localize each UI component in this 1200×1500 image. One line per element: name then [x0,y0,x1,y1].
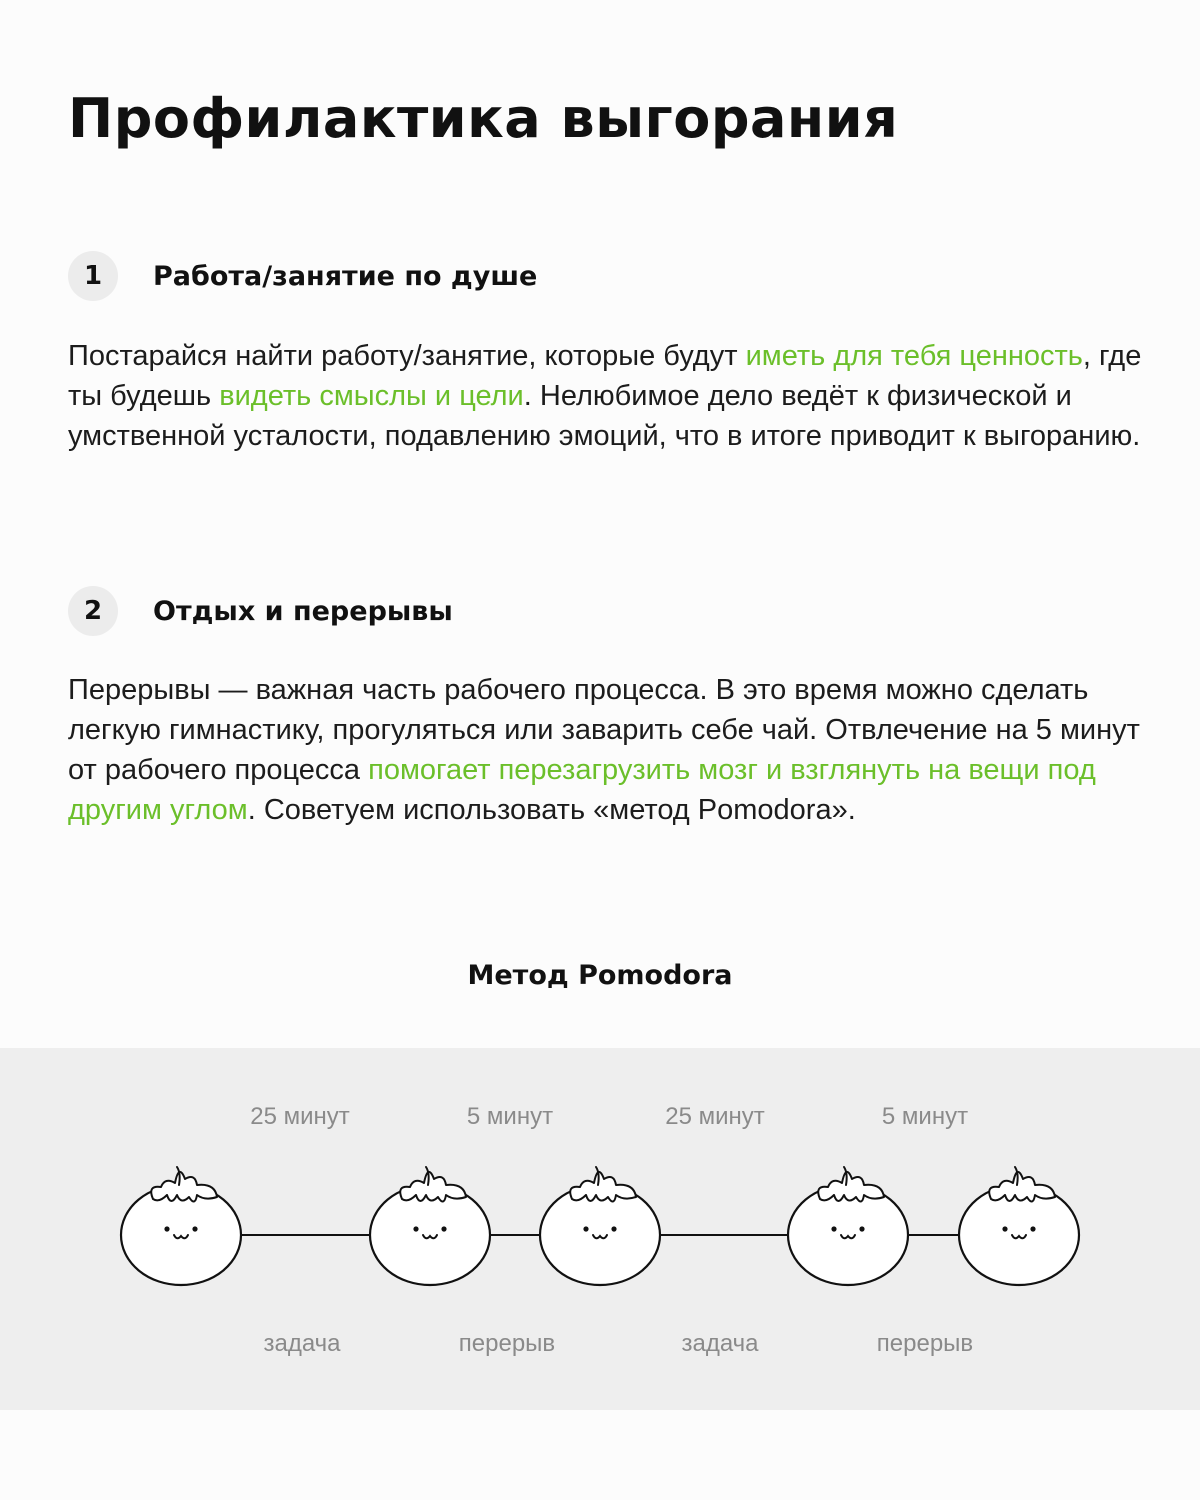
duration-label: 25 минут [665,1103,765,1130]
phase-label: перерыв [458,1330,556,1357]
section-title: Работа/занятие по душе [153,260,538,292]
section-1-paragraph [68,336,1148,456]
paragraph-text: Постарайся найти работу/занятие, которые будут [68,340,746,372]
phase-label: задача [681,1330,759,1357]
section-2-header [68,586,453,636]
paragraph-text: . Нелюбимое дело ведёт к физической и умственной усталости, подавлению эмоций, что в итоге приводит к выгоранию. [68,380,1141,452]
tomato-icon [540,1167,660,1285]
duration-label: 5 минут [881,1103,969,1130]
section-title: Отдых и перерывы [153,595,453,627]
phase-label: задача [263,1330,341,1357]
phase-label: перерыв [876,1330,974,1357]
pomodoro-timeline [0,1150,1200,1300]
highlighted-text: иметь для тебя ценность [745,340,1083,372]
duration-label: 25 минут [250,1103,350,1130]
highlighted-text: помогает перезагрузить мозг и взглянуть на вещи под другим углом [68,754,1096,826]
duration-label: 5 минут [466,1103,554,1130]
paragraph-text: Перерывы — важная часть рабочего процесса. В это время можно сделать легкую гимнастику, прогуляться или заварить себе чай. Отвлечение на 5 минут от рабочего процесса [68,674,1140,786]
tomato-icon [370,1167,490,1285]
page-title: Профилактика выгорания [68,87,899,150]
paragraph-text: , где ты будешь [68,340,1142,412]
tomato-icon [788,1167,908,1285]
paragraph-text: . Советуем использовать «метод Pomodora». [247,794,856,826]
section-number-badge: 2 [68,586,118,636]
section-number-badge: 1 [68,251,118,301]
tomato-icon [121,1167,241,1285]
highlighted-text: видеть смыслы и цели [219,380,524,412]
pomodoro-title: Метод Pomodora [467,960,733,991]
section-2-paragraph [68,670,1148,830]
tomato-icon [959,1167,1079,1285]
section-1-header [68,251,537,301]
